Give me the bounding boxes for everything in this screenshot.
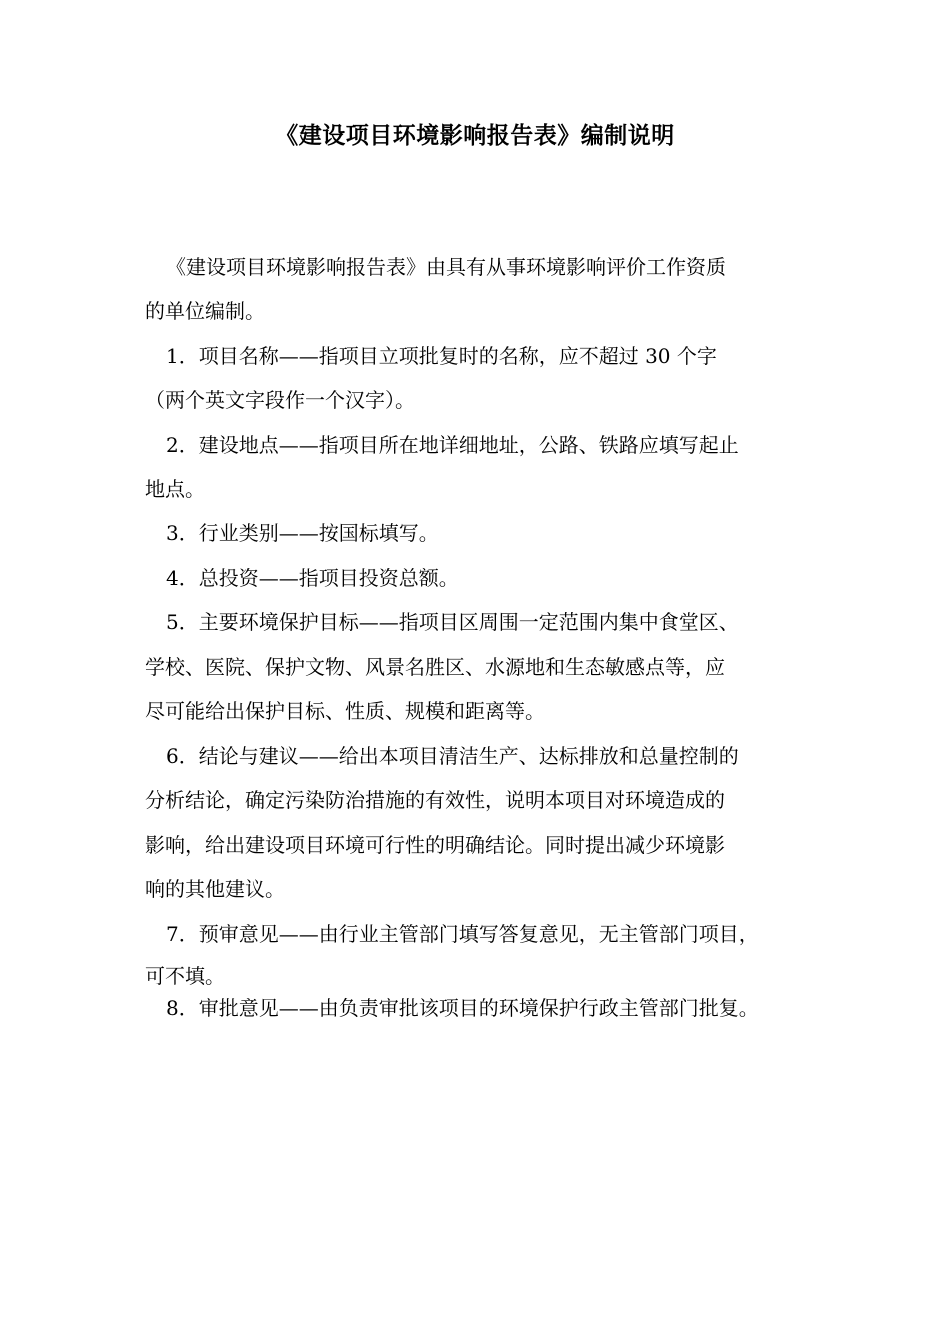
item-6-line-2: 分析结论，确定污染防治措施的有效性，说明本项目对环境造成的 xyxy=(145,788,725,812)
item-5-line-3: 尽可能给出保护目标、性质、规模和距离等。 xyxy=(145,699,545,723)
item-4-line-1: 4．总投资——指项目投资总额。 xyxy=(166,566,459,590)
item-7-line-2: 可不填。 xyxy=(145,964,225,988)
item-2-line-2: 地点。 xyxy=(145,477,205,501)
item-2-line-1: 2．建设地点——指项目所在地详细地址，公路、铁路应填写起止 xyxy=(166,433,739,457)
item-5-line-2: 学校、医院、保护文物、风景名胜区、水源地和生态敏感点等，应 xyxy=(145,655,725,679)
intro-line-2: 的单位编制。 xyxy=(145,299,265,323)
item-6-line-4: 响的其他建议。 xyxy=(145,877,285,901)
item-6-line-1: 6．结论与建议——给出本项目清洁生产、达标排放和总量控制的 xyxy=(166,744,739,768)
item-6-line-3: 影响，给出建设项目环境可行性的明确结论。同时提出减少环境影 xyxy=(145,833,725,857)
item-1-line-2: （两个英文字段作一个汉字）。 xyxy=(145,388,415,412)
item-3-line-1: 3．行业类别——按国标填写。 xyxy=(166,521,439,545)
item-7-line-1: 7．预审意见——由行业主管部门填写答复意见，无主管部门项目， xyxy=(166,922,759,946)
item-1-line-1: 1．项目名称——指项目立项批复时的名称，应不超过 30 个字 xyxy=(166,344,717,368)
document-title: 《建设项目环境影响报告表》编制说明 xyxy=(275,122,675,149)
item-8-line-1: 8．审批意见——由负责审批该项目的环境保护行政主管部门批复。 xyxy=(166,996,759,1020)
intro-line-1: 《建设项目环境影响报告表》由具有从事环境影响评价工作资质 xyxy=(166,255,726,279)
item-5-line-1: 5．主要环境保护目标——指项目区周围一定范围内集中食堂区、 xyxy=(166,610,739,634)
